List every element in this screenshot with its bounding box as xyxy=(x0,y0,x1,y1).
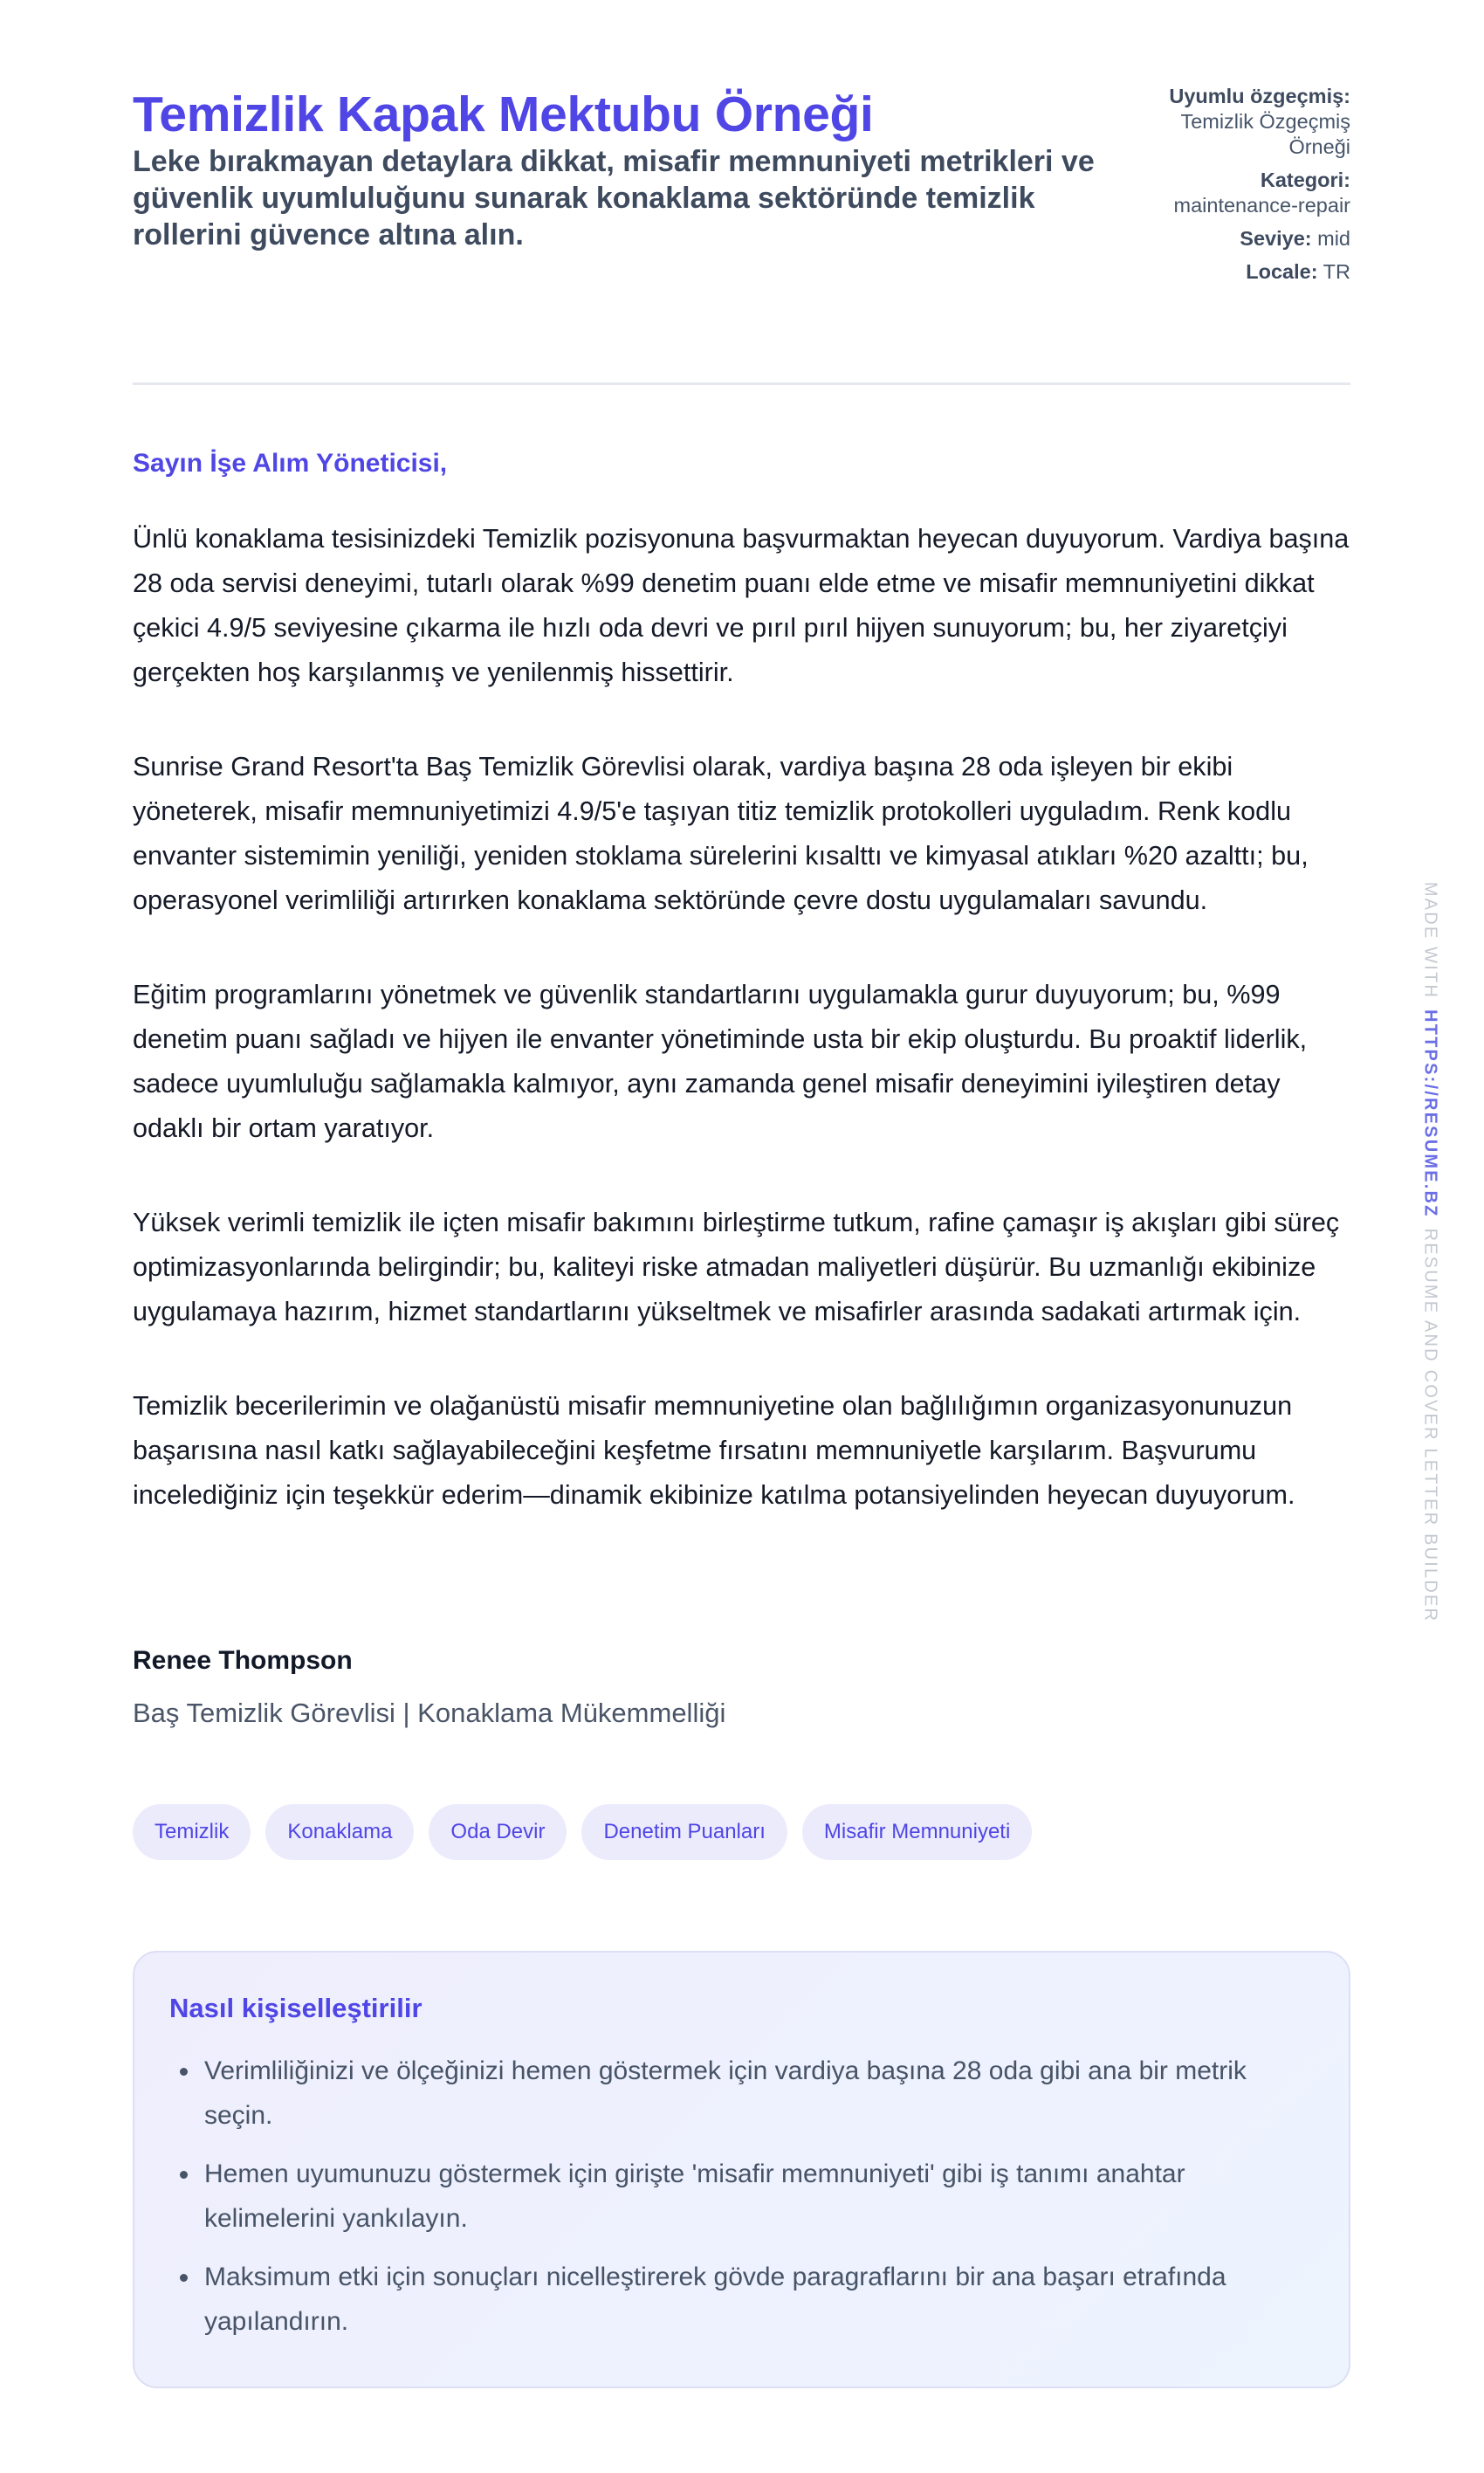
tag-chip[interactable]: Konaklama xyxy=(265,1804,414,1860)
watermark-suffix: RESUME AND COVER LETTER BUILDER xyxy=(1420,1228,1440,1623)
meta-label-locale: Locale: xyxy=(1246,260,1318,283)
personalization-tips-box xyxy=(133,1951,1350,2388)
tag-chip[interactable]: Misafir Memnuniyeti xyxy=(802,1804,1032,1860)
signature-block xyxy=(133,1643,725,1731)
meta-label-category: Kategori: xyxy=(1260,169,1350,191)
meta-value-locale: TR xyxy=(1323,260,1350,283)
signature-name: Renee Thompson xyxy=(133,1646,353,1675)
tip-item: • Maksimum etki için sonuçları nicelleştirerek gövde paragraflarını bir ana başarı etrafında yapılandırın. xyxy=(201,2255,1314,2344)
signature-title: Baş Temizlik Görevlisi | Konaklama Mükemmelliği xyxy=(133,1698,726,1728)
tip-item: • Hemen uyumunuzu göstermek için girişte 'misafir memnuniyeti' gibi iş tanımı anahtar kelimelerini yankılayın. xyxy=(201,2152,1314,2241)
letter-paragraph: Sunrise Grand Resort'ta Baş Temizlik Görevlisi olarak, vardiya başına 28 oda işleyen bir ekibi yöneterek, misafir memnuniyetimizi 4.9/5'e taşıyan titiz temizlik protokolleri uyguladım. Renk kodlu envanter sistemimin yeniliği, yeniden stoklama sürelerini kısalttı ve kimyasal atıkları %20 azalttı; bu, operasyonel verimliliği artırırken konaklama sektöründe çevre dostu uygulamaları savundu. xyxy=(133,752,1309,915)
tag-chip[interactable]: Temizlik xyxy=(133,1804,251,1860)
meta-value-category: maintenance-repair xyxy=(1173,194,1350,217)
meta-panel xyxy=(1150,84,1350,293)
meta-compatible-resume xyxy=(1150,84,1350,160)
letter-paragraph: Ünlü konaklama tesisinizdeki Temizlik pozisyonuna başvurmaktan heyecan duyuyorum. Vardiya başına 28 oda servisi deneyimi, tutarlı olarak %99 denetim puanı elde etme ve misafir memnuniyetini dikkat çekici 4.9/5 seviyesine çıkarma ile hızlı oda devri ve pırıl pırıl hijyen sunuyorum; bu, her ziyaretçiyi gerçekten hoş karşılanmış ve yenilenmiş hissettirir. xyxy=(133,524,1350,687)
letter-paragraph: Temizlik becerilerimin ve olağanüstü misafir memnuniyetine olan bağlılığımın organizasyonunuzun başarısına nasıl katkı sağlayabileceğini keşfetme fırsatını memnuniyetle karşılarım. Başvurumu incelediğiniz için teşekkür ederim—dinamik ekibinize katılma potansiyelinden heyecan duyuyorum. xyxy=(133,1391,1295,1510)
page-header xyxy=(133,0,1350,299)
meta-category xyxy=(1150,168,1350,218)
tag-chip[interactable]: Denetim Puanları xyxy=(581,1804,787,1860)
tip-item: • Verimliliğinizi ve ölçeğinizi hemen göstermek için vardiya başına 28 oda gibi ana bir metrik seçin. xyxy=(201,2049,1314,2138)
letter-greeting: Sayın İşe Alım Yöneticisi, xyxy=(133,449,448,478)
meta-label-level: Seviye: xyxy=(1240,227,1312,250)
meta-level xyxy=(1150,226,1350,251)
header-divider xyxy=(133,382,1350,385)
letter-paragraph: Eğitim programlarını yönetmek ve güvenlik standartlarını uygulamakla gurur duyuyorum; bu, %99 denetim puanı sağladı ve hijyen ile envanter yönetiminde usta bir ekip oluşturdu. Bu proaktif liderlik, sadece uyumluluğu sağlamakla kalmıyor, aynı zamanda genel misafir deneyimini iyileştiren detay odaklı bir ortam yaratıyor. xyxy=(133,980,1308,1143)
tips-title: Nasıl kişiselleştirilir xyxy=(169,1993,423,2023)
tag-chip[interactable]: Oda Devir xyxy=(429,1804,567,1860)
cover-letter-page xyxy=(133,0,1350,2336)
watermark-link[interactable]: HTTPS://RESUME.BZ xyxy=(1420,1009,1440,1218)
letter-paragraph: Yüksek verimli temizlik ile içten misafir bakımını birleştirme tutkum, rafine çamaşır iş akışları gibi süreç optimizasyonlarında belirgindir; bu, kaliteyi riske atmadan maliyetleri düşürür. Bu uzmanlığı ekibinize uygulamaya hazırım, hizmet standartlarını yükseltmek ve misafirler arasında sadakati artırmak için. xyxy=(133,1208,1340,1326)
meta-value-level: mid xyxy=(1317,227,1350,250)
page-title: Temizlik Kapak Mektubu Örneği xyxy=(133,86,874,142)
vertical-watermark xyxy=(1420,882,1440,1622)
meta-value-resume: Temizlik Özgeçmiş Örneği xyxy=(1180,110,1350,158)
tag-list xyxy=(133,1804,1032,1860)
page-subtitle: Leke bırakmayan detaylara dikkat, misafir memnuniyeti metrikleri ve güvenlik uyumluluğunu sunarak konaklama sektöründe temizlik rollerini güvence altına alın. xyxy=(133,145,1095,251)
watermark-prefix: MADE WITH xyxy=(1420,881,1440,1000)
tips-list xyxy=(169,2049,1314,2344)
meta-locale xyxy=(1150,259,1350,285)
meta-label-resume: Uyumlu özgeçmiş: xyxy=(1169,85,1350,107)
letter-body xyxy=(133,517,1355,1567)
